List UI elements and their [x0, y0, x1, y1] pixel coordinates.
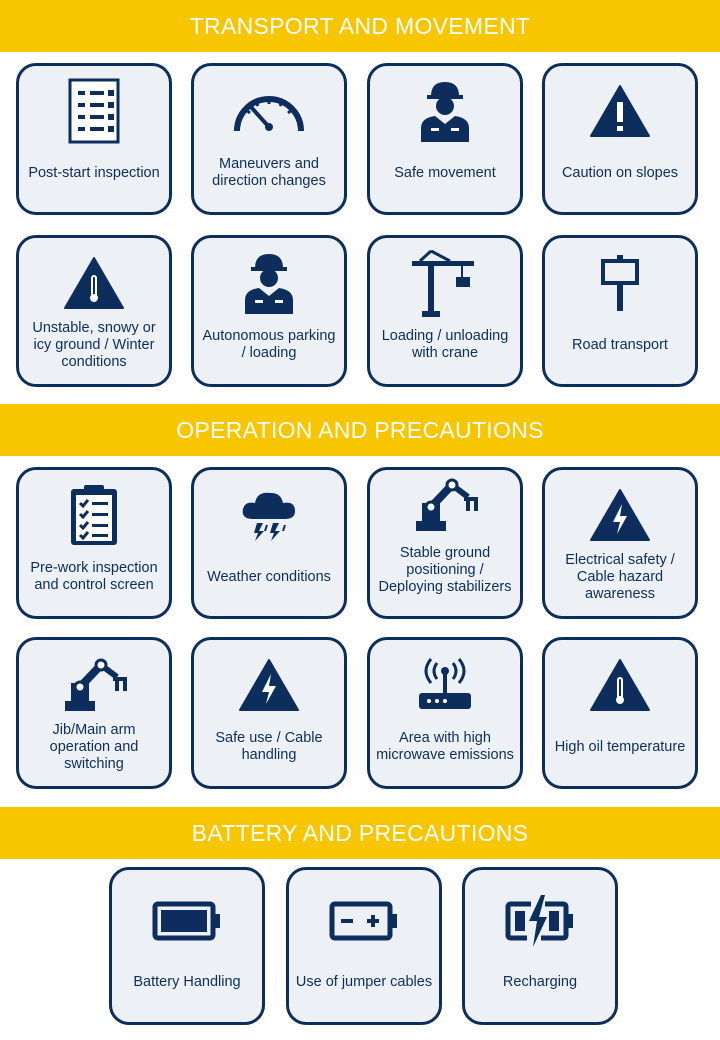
road-sign-icon	[545, 248, 695, 318]
card-jib-main-arm[interactable]	[16, 637, 172, 789]
card-label: Maneuvers and direction changes	[212, 156, 326, 189]
card-label: Pre-work inspection and control screen	[30, 560, 158, 593]
temperature-warning-icon	[19, 248, 169, 318]
crane-icon	[370, 248, 520, 318]
section-header-battery: BATTERY AND PRECAUTIONS	[0, 807, 720, 859]
electric-warning-icon	[194, 650, 344, 720]
checklist-icon	[19, 76, 169, 146]
card-label: Stable ground positioning / Deploying stabilizers	[378, 544, 512, 595]
card-label: Recharging	[502, 973, 578, 990]
robot-arm-icon	[19, 650, 169, 720]
card-safe-movement[interactable]	[367, 63, 523, 215]
card-label: Area with high microwave emissions	[376, 730, 514, 763]
worker-icon	[194, 248, 344, 318]
card-label: Caution on slopes	[561, 164, 679, 181]
gauge-icon	[194, 76, 344, 146]
card-label: Electrical safety / Cable hazard awareness	[565, 551, 675, 602]
card-label: Safe use / Cable handling	[215, 730, 323, 763]
card-battery-handling[interactable]	[109, 867, 265, 1025]
card-label: Loading / unloading with crane	[381, 328, 509, 361]
card-unstable-ground[interactable]	[16, 235, 172, 387]
temperature-warning-icon	[545, 650, 695, 720]
card-label: Unstable, snowy or icy ground / Winter conditions	[32, 319, 156, 370]
card-microwave[interactable]	[367, 637, 523, 789]
section-header-operation: OPERATION AND PRECAUTIONS	[0, 404, 720, 456]
warning-icon	[545, 76, 695, 146]
card-recharging[interactable]	[462, 867, 618, 1025]
card-pre-work-inspection[interactable]	[16, 467, 172, 619]
card-weather[interactable]	[191, 467, 347, 619]
card-stable-ground[interactable]	[367, 467, 523, 619]
storm-cloud-icon	[194, 480, 344, 550]
card-road-transport[interactable]	[542, 235, 698, 387]
card-maneuvers[interactable]	[191, 63, 347, 215]
card-electrical-safety[interactable]	[542, 467, 698, 619]
card-label: Weather conditions	[207, 568, 331, 585]
card-safe-use-cable[interactable]	[191, 637, 347, 789]
card-label: Use of jumper cables	[295, 973, 433, 990]
card-post-start-inspection[interactable]	[16, 63, 172, 215]
card-label: Autonomous parking / loading	[202, 328, 336, 361]
card-high-oil-temperature[interactable]	[542, 637, 698, 789]
card-label: Jib/Main arm operation and switching	[49, 721, 139, 772]
battery-terminals-icon	[289, 886, 439, 956]
card-label: Road transport	[572, 336, 668, 353]
battery-charging-icon	[465, 886, 615, 956]
card-caution-slopes[interactable]	[542, 63, 698, 215]
card-label: Battery Handling	[133, 973, 241, 990]
card-label: Post-start inspection	[28, 164, 160, 181]
section-header-transport: TRANSPORT AND MOVEMENT	[0, 0, 720, 52]
card-jumper-cables[interactable]	[286, 867, 442, 1025]
battery-icon	[112, 886, 262, 956]
clipboard-icon	[19, 480, 169, 550]
card-autonomous-parking[interactable]	[191, 235, 347, 387]
electric-warning-icon	[545, 480, 695, 550]
card-crane[interactable]	[367, 235, 523, 387]
worker-icon	[370, 76, 520, 146]
card-label: High oil temperature	[554, 738, 686, 755]
robot-arm-icon	[370, 476, 520, 534]
router-icon	[370, 650, 520, 720]
card-label: Safe movement	[394, 164, 496, 181]
